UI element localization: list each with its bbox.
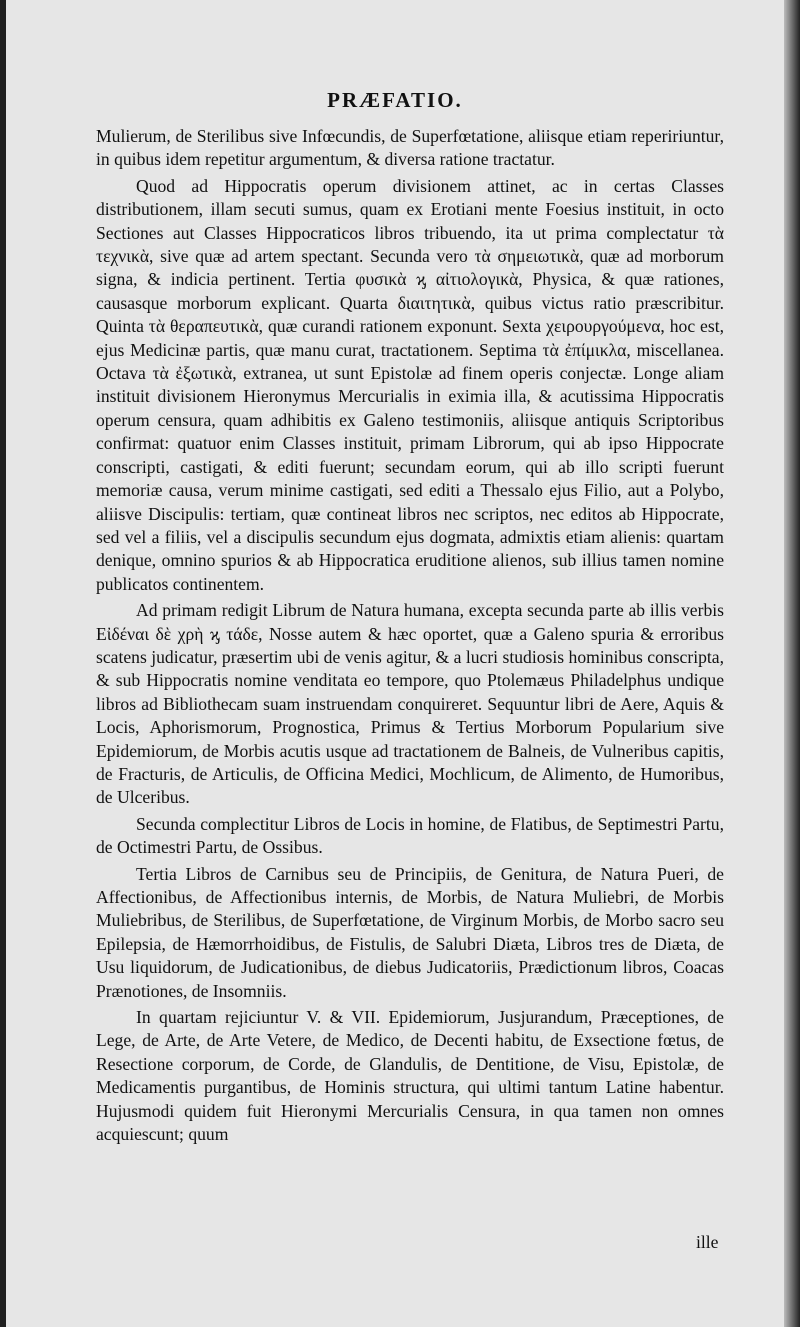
running-head: PRÆFATIO. bbox=[327, 88, 463, 112]
paragraph-continuation: Mulierum, de Sterilibus sive Infœcundis, de Superfœtatione, aliisque etiam repeririuntur, in quibus idem repetitur argumentum, & diversa ratione tractatur. bbox=[96, 126, 724, 170]
page-edge-shadow bbox=[784, 0, 800, 1327]
paragraph-fourth-class: In quartam rejiciuntur V. & VII. Epidemiorum, Jusjurandum, Præceptiones, de Lege, de Arte, de Arte Vetere, de Medico, de Decenti habitu, de Exsectione fœtus, de Resectione corporum, de Corde, de Glandulis, de Dentitione, de Visu, Epistolæ, de Medicamentis purgantibus, de Hominis structura, qui ultimi tantum Latine habentur. Hujusmodi quidem fuit Hieronymi Mercurialis Censura, in qua tamen non omnes acquiescunt; quum bbox=[96, 1007, 724, 1145]
catchword: ille bbox=[696, 1232, 719, 1252]
book-page bbox=[6, 0, 784, 1327]
paragraph-second-class: Secunda complectitur Libros de Locis in homine, de Flatibus, de Septimestri Partu, de Octimestri Partu, de Ossibus. bbox=[96, 813, 724, 858]
paragraph-division: Quod ad Hippocratis operum divisionem attinet, ac in certas Classes distributionem, illam secuti sumus, quam ex Erotiani mente Foesius instituit, in octo Sectiones aut Classes Hippocraticos libros tribuendo, ita ut prima complectatur τὰ τεχνικὰ, sive quæ ad artem spectant. Secunda vero τὰ σημειωτικὰ, quæ ad morborum signa, & indicia pertinent. Tertia φυσικὰ ϗ αἰτιολογικὰ, Physica, & quæ rationes, causasque morborum explicant. Quarta διαιτητικὰ, quibus victus ratio præscribitur. Quinta τὰ θεραπευτικὰ, quæ curandi rationem exponunt. Sexta χειρουργούμενα, hoc est, ejus Medicinæ partis, quæ manu curat, tractationem. Septima τὰ ἐπίμικλα, miscellanea. Octava τὰ ἐξωτικὰ, extranea, ut sunt Epistolæ ad finem operis conjectæ. Longe aliam instituit divisionem Hieronymus Mercurialis in eximia illa, & acutissima Hippocratis operum censura, quam adhibitis ex Galeno testimoniis, aliisque antiquis Scriptoribus confirmat: quatuor enim Classes instituit, primam Librorum, qui ab ipso Hippocrate conscripti, castigati, & editi fuerunt; secundam eorum, qui ab illo scripti fuerunt memoriæ causa, verum minime castigati, sed editi a Thessalo ejus Filio, aut a Polybo, aliisve Discipulis: tertiam, quæ contineat libros nec scriptos, nec editos ab Hippocrate, sed vel a filiis, vel a discipulis secundum ejus dogmata, admixtis etiam alienis: quartam denique, omnino spurios & ab Hippocratica eruditione alienos, sub illius tamen nomine publicatos continentem. bbox=[96, 175, 724, 594]
paragraph-third-class: Tertia Libros de Carnibus seu de Principiis, de Genitura, de Natura Pueri, de Affectionibus, de Affectionibus internis, de Morbis, de Natura Muliebri, de Morbis Muliebribus, de Sterilibus, de Superfœtatione, de Virginum Morbis, de Morbo sacro seu Epilepsia, de Hæmorrhoidibus, de Fistulis, de Salubri Diæta, Libros tres de Diæta, de Usu liquidorum, de Judicationibus, de diebus Judicatoriis, Prædictionum libros, Coacas Prænotiones, de Insomniis. bbox=[96, 863, 724, 1001]
paragraph-first-class: Ad primam redigit Librum de Natura humana, excepta secunda parte ab illis verbis Εἰδέναι δὲ χρὴ ϗ τάδε, Nosse autem & hæc oportet, quæ a Galeno spuria & erroribus scatens judicatur, præsertim ubi de venis agitur, & a lucri studiosis hominibus conscripta, & sub Hippocratis nomine venditata eo tempore, quo Ptolemæus Philadelphus undique libros ad Bibliothecam suam instruendam conquireret. Sequuntur libri de Aere, Aquis & Locis, Aphorismorum, Prognostica, Primus & Tertius Morborum Popularium sive Epidemiorum, de Morbis acutis usque ad tractationem de Balneis, de Vulneribus capitis, de Fracturis, de Articulis, de Officina Medici, Mochlicum, de Alimento, de Humoribus, de Ulceribus. bbox=[96, 600, 724, 808]
body-text bbox=[96, 125, 724, 1146]
